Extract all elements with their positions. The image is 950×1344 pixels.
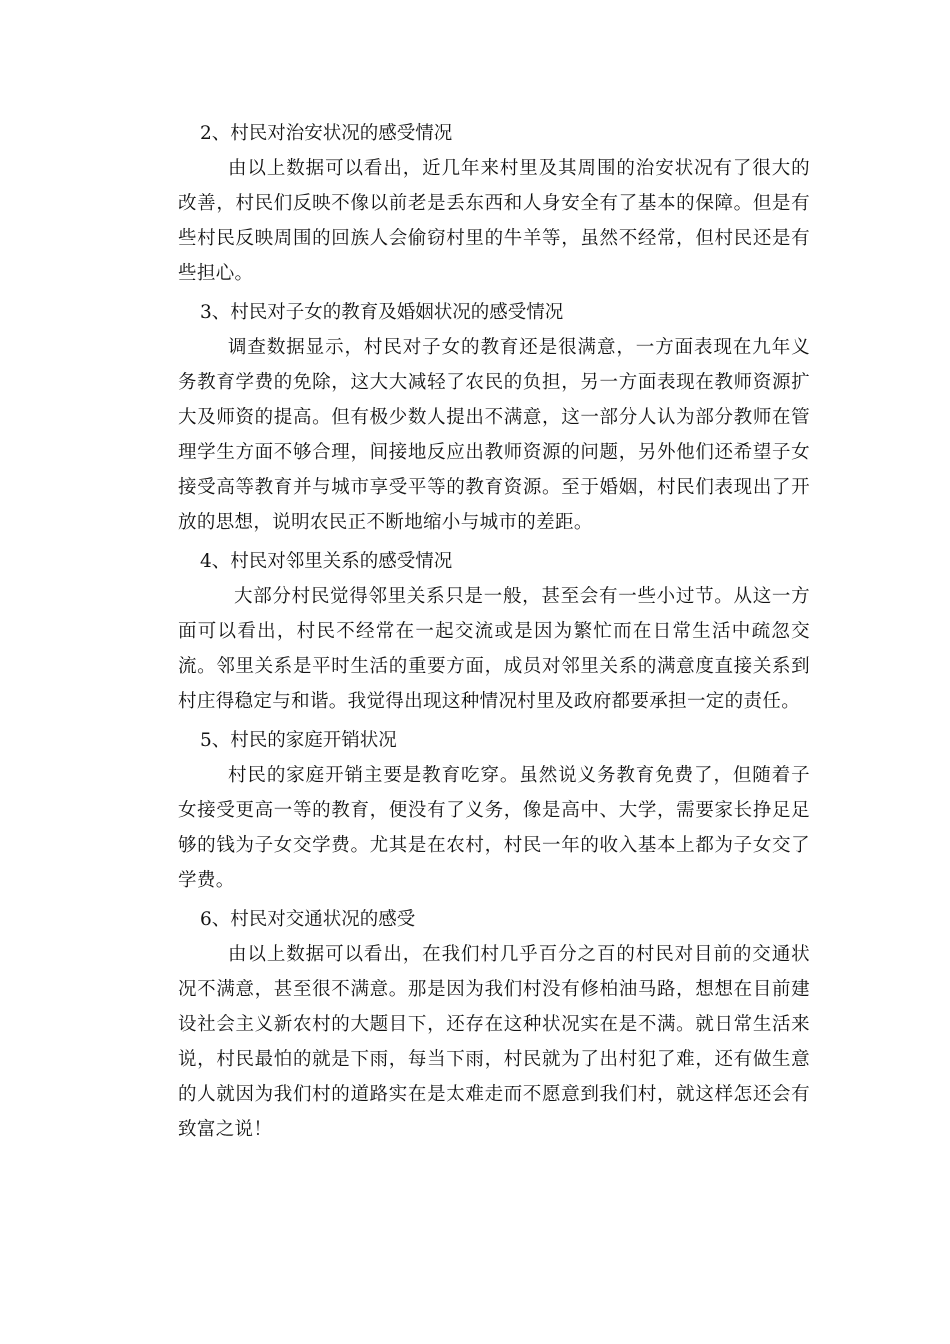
section-heading-neighbors: 4、村民对邻里关系的感受情况 [200, 551, 453, 572]
section-heading-education-marriage: 3、村民对子女的教育及婚姻状况的感受情况 [200, 302, 564, 323]
section-paragraph-neighbors: 大部分村民觉得邻里关系只是一般，甚至会有一些小过节。从这一方面可以看出，村民不经常在一起交流或是因为繁忙而在日常生活中疏忽交流。邻里关系是平时生活的重要方面，成员对邻里关系的满意度直接关系到村庄得稳定与和谐。我觉得出现这种情况村里及政府都要承担一定的责任。 [178, 586, 810, 712]
document-body [178, 116, 810, 1151]
section-heading-security: 2、村民对治安状况的感受情况 [200, 123, 453, 144]
section-heading-transportation: 6、村民对交通状况的感受 [200, 909, 416, 930]
section-paragraph-security: 由以上数据可以看出，近几年来村里及其周围的治安状况有了很大的改善，村民们反映不像以前老是丢东西和人身安全有了基本的保障。但是有些村民反映周围的回族人会偷窃村里的牛羊等，虽然不经常，但村民还是有些担心。 [178, 158, 810, 284]
section-heading-household-expenses: 5、村民的家庭开销状况 [200, 730, 397, 751]
section-paragraph-household-expenses: 村民的家庭开销主要是教育吃穿。虽然说义务教育免费了，但随着子女接受更高一等的教育，便没有了义务，像是高中、大学，需要家长挣足足够的钱为子女交学费。尤其是在农村，村民一年的收入基本上都为子女交了学费。 [178, 765, 810, 891]
section-paragraph-education-marriage: 调查数据显示，村民对子女的教育还是很满意，一方面表现在九年义务教育学费的免除，这大大减轻了农民的负担，另一方面表现在教师资源扩大及师资的提高。但有极少数人提出不满意，这一部分人认为部分教师在管理学生方面不够合理，间接地反应出教师资源的问题，另外他们还希望子女接受高等教育并与城市享受平等的教育资源。至于婚姻，村民们表现出了开放的思想，说明农民正不断地缩小与城市的差距。 [178, 337, 810, 533]
section-paragraph-transportation: 由以上数据可以看出，在我们村几乎百分之百的村民对目前的交通状况不满意，甚至很不满意。那是因为我们村没有修柏油马路，想想在目前建设社会主义新农村的大题目下，还存在这种状况实在是不满。就日常生活来说，村民最怕的就是下雨，每当下雨，村民就为了出村犯了难，还有做生意的人就因为我们村的道路实在是太难走而不愿意到我们村，就这样怎还会有致富之说！ [178, 944, 810, 1140]
